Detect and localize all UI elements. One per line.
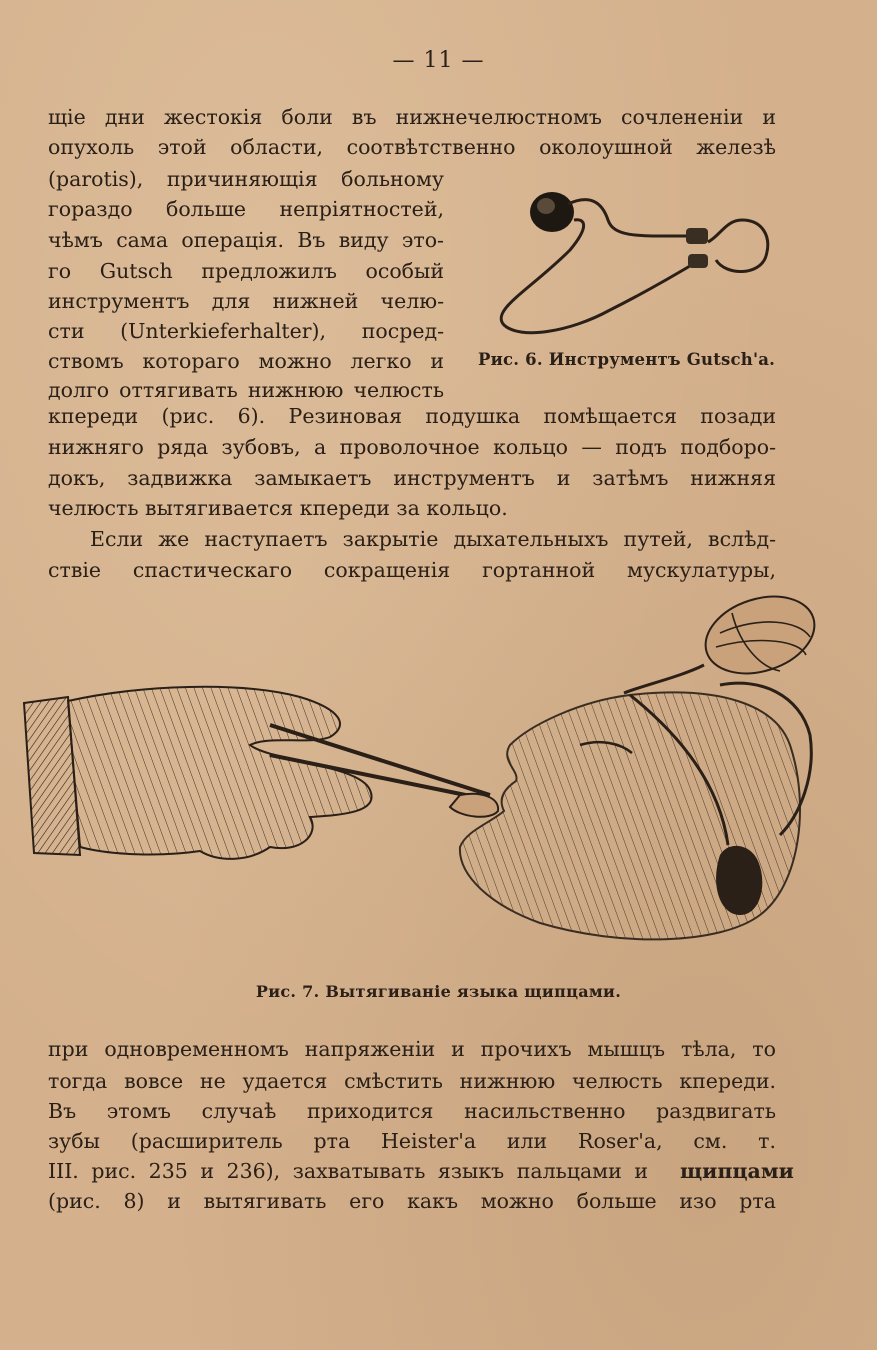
- figure-6-caption: Рис. 6. Инструментъ Gutsch'а.: [478, 350, 776, 369]
- figure-7-caption: Рис. 7. Вытягиваніе языка щипцами.: [255, 982, 622, 1001]
- text-line: нижняго ряда зубовъ, а проволочное кольцо — подъ подборо-: [48, 435, 776, 459]
- text-line-bold-word: щипцами: [680, 1159, 794, 1183]
- text-line: при одновременномъ напряженіи и прочихъ мышцъ тѣла, то: [48, 1037, 776, 1061]
- text-line: челюсть вытягивается кпереди за кольцо.: [48, 496, 508, 520]
- text-line: тогда вовсе не удается смѣстить нижнюю челюсть кпереди.: [48, 1069, 776, 1093]
- page-number: — 11 —: [392, 48, 485, 73]
- text-line: ствіе спастическаго сокращенія гортанной мускулатуры,: [48, 558, 776, 582]
- text-line: Если же наступаетъ закрытіе дыхательныхъ путей, вслѣд-: [90, 527, 776, 551]
- text-line: кпереди (рис. 6). Резиновая подушка помѣщается позади: [48, 404, 776, 428]
- text-line: опухоль этой области, соотвѣтственно околоушной железѣ: [48, 135, 776, 159]
- text-line: Въ этомъ случаѣ приходится насильственно раздвигать: [48, 1099, 776, 1123]
- figure-7-tongue-forceps-illustration: [20, 585, 820, 975]
- text-line: долго оттягивать нижнюю челюсть: [48, 378, 444, 402]
- text-line: III. рис. 235 и 236), захватывать языкъ пальцами и: [48, 1159, 648, 1183]
- text-line: ствомъ котораго можно легко и: [48, 349, 444, 373]
- text-line: инструментъ для нижней челю-: [48, 289, 444, 313]
- text-line: (рис. 8) и вытягивать его какъ можно больше изо рта: [48, 1189, 776, 1213]
- text-line: сти (Unterkieferhalter), посред-: [48, 319, 444, 343]
- text-line: го Gutsch предложилъ особый: [48, 259, 444, 283]
- text-line: гораздо больше непріятностей,: [48, 197, 444, 221]
- figure-6-instrument-illustration: [490, 180, 780, 340]
- text-line: (parotis), причиняющія больному: [48, 167, 444, 191]
- text-line: зубы (расширитель рта Heister'a или Roser'a, см. т.: [48, 1129, 776, 1153]
- text-line: щіе дни жестокія боли въ нижнечелюстномъ сочлененіи и: [48, 105, 776, 129]
- text-line: чѣмъ сама операція. Въ виду это-: [48, 228, 444, 252]
- text-line: докъ, задвижка замыкаетъ инструментъ и затѣмъ нижняя: [48, 466, 776, 490]
